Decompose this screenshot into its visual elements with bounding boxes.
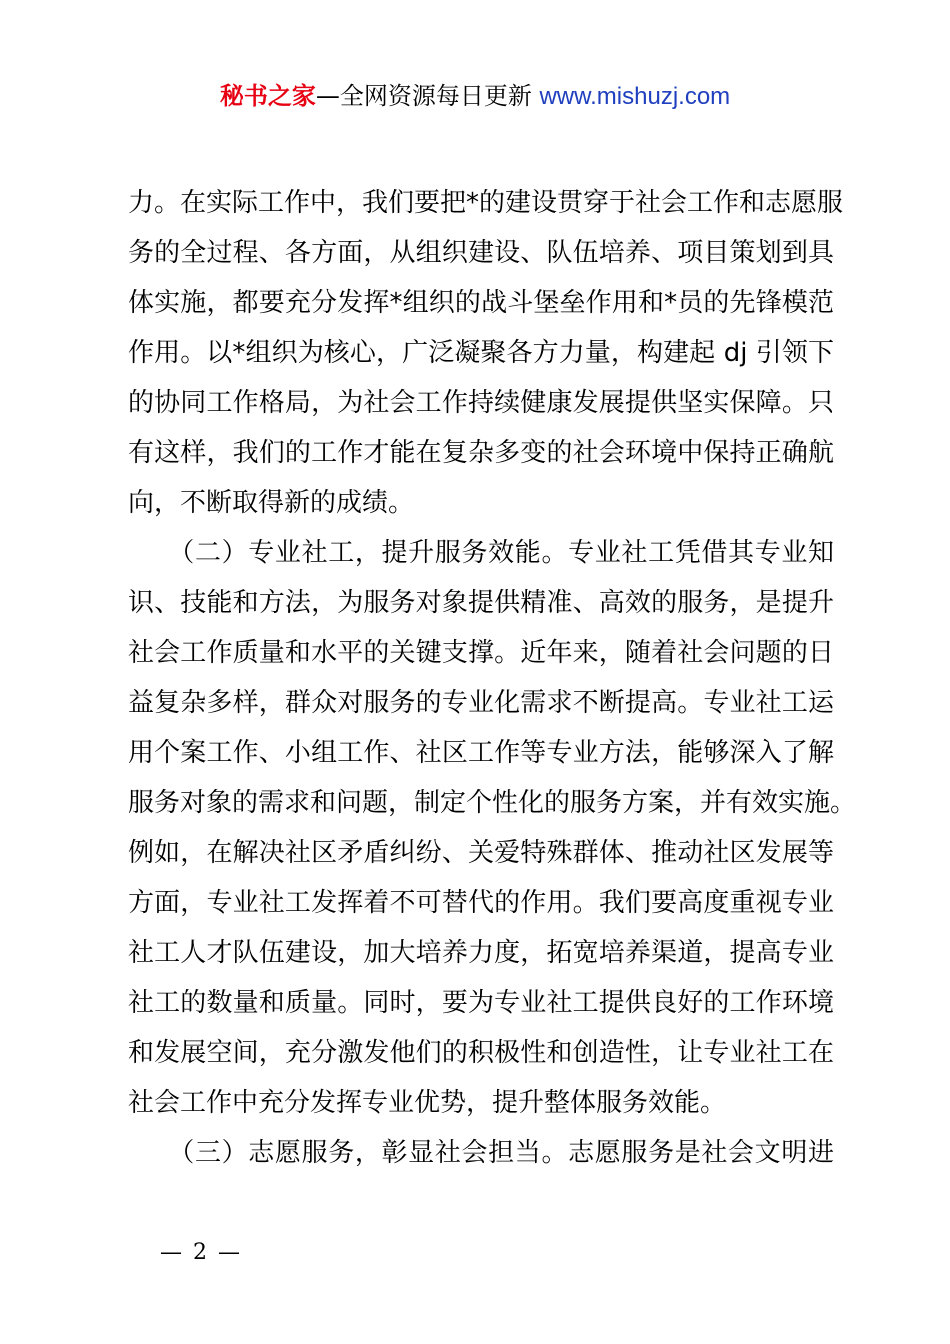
body-line: 例如，在解决社区矛盾纠纷、关爱特殊群体、推动社区发展等 [128, 838, 834, 868]
document-body [128, 178, 857, 1178]
body-line: 的协同工作格局，为社会工作持续健康发展提供坚实保障。只 [128, 388, 834, 418]
body-line: 方面，专业社工发挥着不可替代的作用。我们要高度重视专业 [128, 888, 834, 918]
site-url-link[interactable]: www.mishuzj.com [539, 83, 731, 110]
body-line: 向，不断取得新的成绩。 [128, 488, 415, 518]
body-line: 力。在实际工作中，我们要把*的建设贯穿于社会工作和志愿服 [128, 188, 844, 218]
body-line: 社工人才队伍建设，加大培养力度，拓宽培养渠道，提高专业 [128, 938, 834, 968]
page-number: — 2 — [160, 1240, 242, 1265]
body-line: 服务对象的需求和问题，制定个性化的服务方案，并有效实施。 [128, 788, 857, 818]
body-line: 有这样，我们的工作才能在复杂多变的社会环境中保持正确航 [128, 438, 834, 468]
body-line: 用个案工作、小组工作、社区工作等专业方法，能够深入了解 [128, 738, 834, 768]
body-line: 和发展空间，充分激发他们的积极性和创造性，让专业社工在 [128, 1038, 834, 1068]
header-tagline: —全网资源每日更新 [315, 82, 532, 110]
body-line: 体实施，都要充分发挥*组织的战斗堡垒作用和*员的先锋模范 [128, 288, 834, 318]
body-line: 益复杂多样，群众对服务的专业化需求不断提高。专业社工运 [128, 688, 834, 718]
section-heading-line: （三）志愿服务，彰显社会担当。志愿服务是社会文明进 [128, 1138, 834, 1168]
body-line: 识、技能和方法，为服务对象提供精准、高效的服务，是提升 [128, 588, 834, 618]
body-line: 务的全过程、各方面，从组织建设、队伍培养、项目策划到具 [128, 238, 834, 268]
site-header [0, 80, 950, 113]
brand-name: 秘书之家 [219, 82, 316, 110]
body-line: 社会工作中充分发挥专业优势，提升整体服务效能。 [128, 1088, 727, 1118]
body-line: 社会工作质量和水平的关键支撑。近年来，随着社会问题的日 [128, 638, 834, 668]
section-heading-line: （二）专业社工，提升服务效能。专业社工凭借其专业知 [128, 538, 834, 568]
body-line: 作用。以*组织为核心，广泛凝聚各方力量，构建起 dj 引领下 [128, 338, 834, 368]
body-line: 社工的数量和质量。同时，要为专业社工提供良好的工作环境 [128, 988, 834, 1018]
